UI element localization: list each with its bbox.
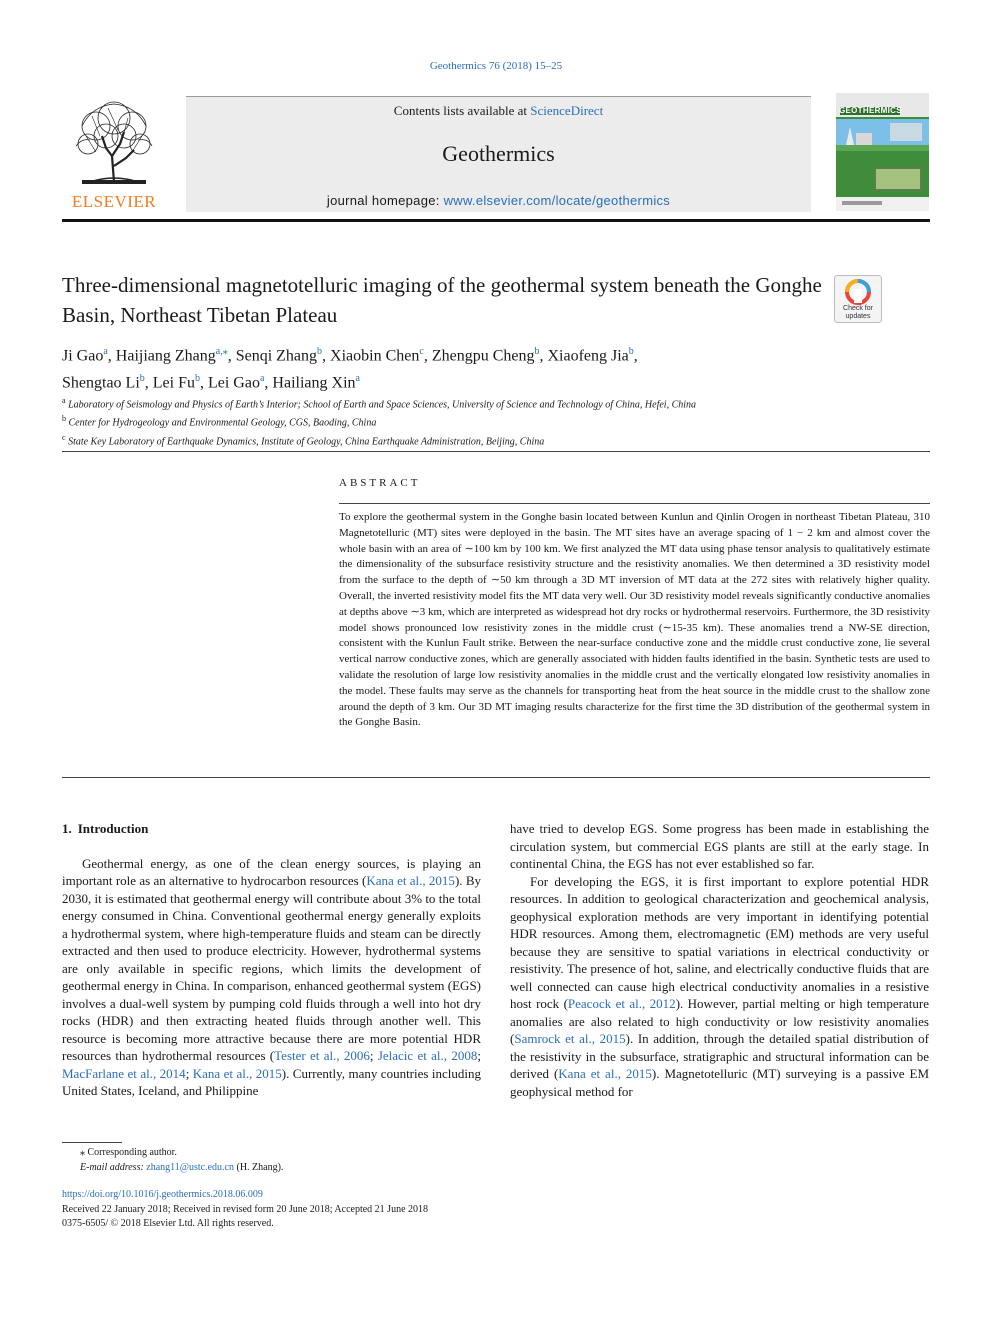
affiliation-c [62, 431, 922, 449]
author-separator: , [633, 347, 638, 365]
cover-title: GEOTHERMICS [839, 106, 902, 115]
footnotes [62, 1146, 492, 1175]
citation-link[interactable]: Tester et al., 2006 [274, 1048, 370, 1063]
paragraph-text: ; [477, 1048, 481, 1063]
author-name: Xiaofeng Jia [547, 347, 629, 365]
citation-link[interactable]: Kana et al., 2015 [558, 1066, 652, 1081]
intro-paragraph-1 [62, 855, 481, 1100]
author-affiliation-mark[interactable]: a,⁎ [215, 346, 228, 357]
journal-citation-link[interactable]: Geothermics 76 (2018) 15–25 [429, 60, 563, 72]
author-affiliation-mark[interactable]: b [139, 373, 145, 385]
section-number: 1. [62, 821, 72, 836]
citation-link[interactable]: Jelacic et al., 2008 [377, 1048, 478, 1063]
masthead-rule [62, 219, 930, 222]
homepage-line [186, 193, 811, 208]
journal-title: Geothermics [442, 141, 555, 166]
section-title: Introduction [77, 821, 149, 836]
abstract-text: To explore the geothermal system in the Gonghe basin located between Kunlun and Qinlin Orogen in northeast Tibetan Plateau, 310 Magnetotelluric (MT) sites were deployed in the basin. The MT sites have an average spacing of 1 − 2 km and almost cover the whole basin with an area of ∼100 km by 100 km. We first analyzed the MT data using phase tensor analysis to qualitatively estimate the dimensionality of the subsurface resistivity structure and the resistivity anomalies. We then determined a 3D resistivity model from the surface to the depth of ∼50 km through a 3D MT inversion of MT data at the 272 sites with relatively higher quality. Overall, the inverted resistivity model fits the MT data very well. Our 3D resistivity model reveals significantly conductive anomalies at depths above ∼3 km, which are interpreted as widespread hot dry rocks or hydrothermal reservoirs. Furthermore, the 3D resistivity model shows pronounced low resistivity zones in the middle crust (∼15-35 km). These anomalies trend a NW-SE direction, consistent with the Kunlun Fault strike. Between the near-surface conductive zone and the middle crust conductive zone, lie several vertical narrow conductive zones, which are generally associated with hidden faults identified in the basin. Synthetic tests are used to validate the resolution of large low resistivity anomalies in the middle crust and the vertically elongated low resistivity anomalies in the model. These faults may serve as the channels for transporting heat from the heat source in the middle crust to the shallow zone around the depth of 3 km. Our 3D MT imaging results characterize for the first time the 3D distribution of the geothermal system in the Gonghe Basin. [339, 511, 930, 729]
citation-link[interactable]: Kana et al., 2015 [192, 1065, 282, 1081]
homepage-link[interactable]: www.elsevier.com/locate/geothermics [443, 193, 671, 208]
check-for-updates-badge[interactable] [834, 275, 882, 323]
corresponding-mark: ⁎ [80, 1147, 85, 1158]
contents-line [186, 103, 811, 119]
author-affiliation-mark[interactable]: c [419, 346, 424, 357]
journal-banner [186, 96, 811, 212]
publication-info [62, 1188, 522, 1232]
author-name: Hailiang Xin [272, 374, 356, 392]
email-link[interactable]: zhang11@ustc.edu.cn [146, 1161, 234, 1173]
citation-link[interactable]: Samrock et al., 2015 [514, 1031, 626, 1046]
author-affiliation-mark[interactable]: a [259, 373, 265, 385]
section-heading-introduction [62, 820, 481, 838]
author-separator: , [144, 374, 153, 392]
author-separator: , [227, 347, 236, 365]
corresponding-text: Corresponding author. [87, 1147, 177, 1158]
paragraph-text: have tried to develop EGS. Some progress has been made in establishing the circulation system, but commercial EGS plants are still at the early stage. In continental China, the EGS has not ever established so far. [510, 821, 929, 871]
author-separator: , [199, 374, 208, 392]
author-name: Senqi Zhang [235, 347, 318, 365]
sciencedirect-link[interactable]: ScienceDirect [530, 103, 604, 118]
affiliation-key: b [62, 414, 66, 424]
affiliation-text: Center for Hydrogeology and Environmental Geology, CGS, Baoding, China [66, 417, 377, 429]
affiliation-key: a [62, 396, 66, 405]
affiliation-text: Laboratory of Seismology and Physics of Earth’s Interior; School of Earth and Space Sciences, University of Science and Technology of China, Hefei, China [65, 399, 697, 411]
corresponding-author-note [62, 1146, 492, 1161]
contents-prefix: Contents lists available at [393, 103, 531, 118]
author-affiliation-mark[interactable]: b [194, 373, 200, 385]
email-label: E-mail address: [80, 1161, 144, 1173]
author-name: Lei Gao [207, 374, 260, 392]
homepage-label: journal homepage: [326, 193, 444, 208]
citation-link[interactable]: MacFarlane et al., 2014 [62, 1065, 186, 1081]
author-affiliation-mark[interactable]: a [103, 346, 108, 357]
paragraph-text: ). By 2030, it is estimated that geothermal energy will contribute about 3% to the total energy consumed in China. Conventional geothermal energy generally exploits a hydrothermal system, where high-temperature fluids and steam can be directly extracted and then used to produce electricity. However, hydrothermal systems are only available in specific regions, which limits the development of geothermal energy in China. In comparison, enhanced geothermal system (EGS) involves a dual-well system by pumping cold fluids through a well into hot dry rocks (HDR) and then extracting heated fluids through another well. This resource is becoming more attractive because there are more potential HDR resources than hydrothermal resources ( [62, 873, 481, 1063]
doi-link[interactable]: https://doi.org/10.1016/j.geothermics.2018.06.009 [62, 1189, 263, 1200]
affiliation-a [62, 394, 922, 412]
citation-link[interactable]: Kana et al., 2015 [366, 873, 455, 888]
body-column-left [62, 820, 481, 1100]
abstract-heading: ABSTRACT [339, 477, 421, 489]
author-separator: , [264, 374, 273, 392]
author-separator: , [107, 347, 116, 365]
intro-paragraph-continued [510, 820, 929, 873]
email-owner: (H. Zhang). [236, 1161, 284, 1173]
author-affiliation-mark[interactable]: b [534, 346, 540, 357]
paragraph-text: ; [185, 1065, 193, 1081]
author-separator: , [322, 347, 331, 365]
header-divider [62, 451, 930, 452]
article-title: Three-dimensional magnetotelluric imaging of the geothermal system beneath the Gonghe Basin, Northeast Tibetan Plateau [62, 273, 822, 327]
email-note [62, 1161, 492, 1176]
author-list [62, 340, 822, 395]
paragraph-text: For developing the EGS, it is first important to explore potential HDR resources. In addition to geological characterization and geochemical analysis, geophysical exploration methods are very important in identifying potential HDR resources. Among them, electromagnetic (EM) methods are very useful because they are sensitive to spatial variations in electrical conductivity or resistivity. The presence of hot, saline, and electrically conductive fluids that are well connected can cause high electrical conductivity anomalies in a resistive host rock ( [510, 873, 929, 1011]
publisher-wordmark: ELSEVIER [71, 192, 157, 211]
abstract-divider [339, 503, 930, 504]
author-separator: , [423, 347, 432, 365]
intro-paragraph-2 [510, 873, 929, 1101]
paragraph-text: Geothermal energy, as one of the clean energy sources, is playing an important role as an alternative to hydrocarbon resources ( [62, 855, 481, 888]
author-name: Ji Gao [62, 347, 104, 365]
paragraph-text: ; [369, 1048, 378, 1063]
citation-link[interactable]: Peacock et al., 2012 [567, 996, 676, 1011]
author-name: Xiaobin Chen [330, 347, 420, 365]
paragraph-text: ). Currently, many countries including United States, Iceland, and Philippine [62, 1065, 482, 1098]
footnote-rule [62, 1142, 122, 1143]
affiliation-text: State Key Laboratory of Earthquake Dynamics, Institute of Geology, China Earthquake Administration, Beijing, China [65, 435, 545, 447]
paragraph-text: ). In addition, through the detailed spatial distribution of the resistivity in the subsurface, stratigraphic and structural information can be derived ( [510, 1031, 929, 1081]
author-name: Haijiang Zhang [115, 347, 216, 365]
paragraph-text: ). Magnetotelluric (MT) surveying is a passive EM geophysical method for [510, 1066, 929, 1099]
author-name: Lei Fu [152, 374, 195, 392]
author-affiliation-mark[interactable]: b [628, 346, 634, 357]
paragraph-text: ). However, partial melting or high temperature anomalies are also related to high conductivity or low resistivity anomalies ( [510, 996, 929, 1046]
affiliation-key: c [62, 432, 66, 442]
crossmark-label-2: updates [845, 313, 871, 320]
affiliation-list [62, 394, 922, 449]
author-affiliation-mark[interactable]: b [317, 346, 323, 357]
abstract-bottom-divider [62, 777, 930, 778]
journal-cover-thumbnail[interactable] [836, 93, 929, 211]
copyright-line: 0375-6505/ © 2018 Elsevier Ltd. All rights reserved. [62, 1218, 274, 1229]
history-dates: Received 22 January 2018; Received in revised form 20 June 2018; Accepted 21 June 2018 [62, 1203, 429, 1215]
author-separator: , [539, 347, 548, 365]
author-affiliation-mark[interactable]: a [355, 373, 360, 385]
publisher-logo[interactable] [62, 96, 166, 212]
body-column-right [510, 820, 929, 1100]
author-name: Shengtao Li [62, 374, 140, 392]
affiliation-b [62, 412, 922, 430]
crossmark-label-1: Check for [843, 305, 873, 312]
author-name: Zhengpu Cheng [431, 347, 535, 365]
